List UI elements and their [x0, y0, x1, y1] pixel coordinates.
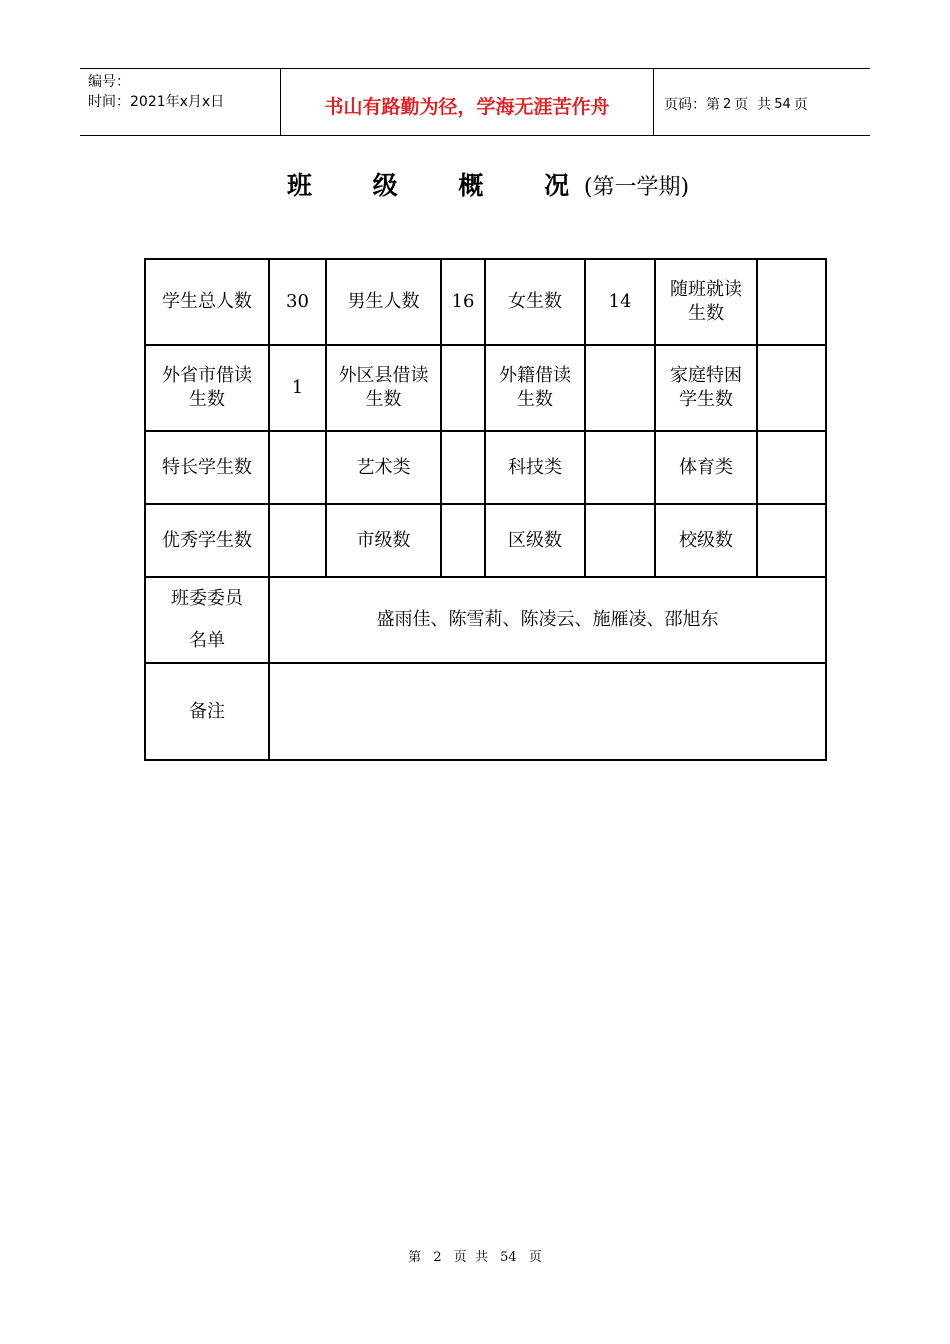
total-students-value: 30 — [269, 259, 326, 345]
label-line: 随班就读 — [670, 279, 742, 300]
table-row — [145, 577, 826, 663]
foreign-students-label — [485, 345, 585, 431]
page-footer — [0, 1246, 950, 1265]
female-students-value: 14 — [585, 259, 655, 345]
page-current: 2 — [723, 96, 732, 112]
label-line: 生数 — [189, 389, 225, 410]
title-char: 级 — [372, 171, 398, 200]
table-row — [145, 431, 826, 504]
time-label: 时间：2021年x月x日 — [88, 94, 225, 110]
talent-students-value — [269, 431, 326, 504]
remarks-value — [269, 663, 826, 760]
label-line: 生数 — [365, 389, 402, 410]
total-students-label: 学生总人数 — [145, 259, 269, 345]
city-level-label: 市级数 — [326, 504, 441, 577]
tech-label: 科技类 — [485, 431, 585, 504]
title-char: 班 — [286, 171, 312, 200]
hardship-students-label — [655, 345, 757, 431]
school-level-value — [757, 504, 826, 577]
foreign-students-value — [585, 345, 655, 431]
accompany-students-label — [655, 259, 757, 345]
label-line: 名单 — [189, 630, 225, 651]
footer-mid: 页 共 — [453, 1250, 488, 1265]
label-line: 生数 — [688, 303, 724, 324]
district-level-label: 区级数 — [485, 504, 585, 577]
title-subtitle: (第一学期) — [583, 175, 690, 200]
committee-label — [145, 577, 269, 663]
out-district-label — [326, 345, 441, 431]
page-total: 54 — [774, 96, 791, 112]
table-row — [145, 504, 826, 577]
table-row — [145, 259, 826, 345]
label-line: 班委委员 — [171, 588, 243, 609]
sport-value — [757, 431, 826, 504]
out-province-value: 1 — [269, 345, 326, 431]
art-value — [441, 431, 485, 504]
table-row — [145, 663, 826, 760]
page-label-mid: 页 共 — [734, 97, 772, 113]
talent-students-label: 特长学生数 — [145, 431, 269, 504]
female-students-label: 女生数 — [485, 259, 585, 345]
page-header — [80, 68, 870, 136]
city-level-value — [441, 504, 485, 577]
footer-suffix: 页 — [528, 1250, 542, 1265]
header-meta — [80, 69, 281, 135]
number-label: 编号： — [88, 74, 130, 90]
excellent-students-label: 优秀学生数 — [145, 504, 269, 577]
hardship-students-value — [757, 345, 826, 431]
remarks-label: 备注 — [145, 663, 269, 760]
label-line: 外籍借读 — [499, 365, 571, 386]
title-char: 概 — [458, 171, 484, 200]
label-line: 家庭特困 — [670, 365, 742, 386]
label-line: 生数 — [517, 389, 553, 410]
tech-value — [585, 431, 655, 504]
label-line: 外省市借读 — [162, 365, 252, 386]
header-page-info — [654, 69, 870, 135]
out-district-value — [441, 345, 485, 431]
page-title — [0, 166, 950, 208]
accompany-students-value — [757, 259, 826, 345]
out-province-label — [145, 345, 269, 431]
committee-names: 盛雨佳、陈雪莉、陈凌云、施雁凌、邵旭东 — [269, 577, 826, 663]
table-row — [145, 345, 826, 431]
district-level-value — [585, 504, 655, 577]
sport-label: 体育类 — [655, 431, 757, 504]
page-label-suffix: 页 — [793, 97, 808, 113]
footer-total-pages: 54 — [500, 1250, 517, 1265]
page-label-prefix: 页码：第 — [664, 97, 720, 113]
school-level-label: 校级数 — [655, 504, 757, 577]
label-line: 外区县借读 — [338, 365, 429, 386]
art-label: 艺术类 — [326, 431, 441, 504]
footer-current-page: 2 — [433, 1250, 442, 1265]
male-students-value: 16 — [441, 259, 485, 345]
header-motto: 书山有路勤为径，学海无涯苦作舟 — [281, 69, 654, 135]
male-students-label: 男生人数 — [326, 259, 441, 345]
footer-prefix: 第 — [408, 1250, 422, 1265]
title-char: 况 — [544, 171, 570, 200]
excellent-students-value — [269, 504, 326, 577]
class-overview-table — [144, 258, 827, 761]
label-line: 学生数 — [679, 389, 733, 410]
